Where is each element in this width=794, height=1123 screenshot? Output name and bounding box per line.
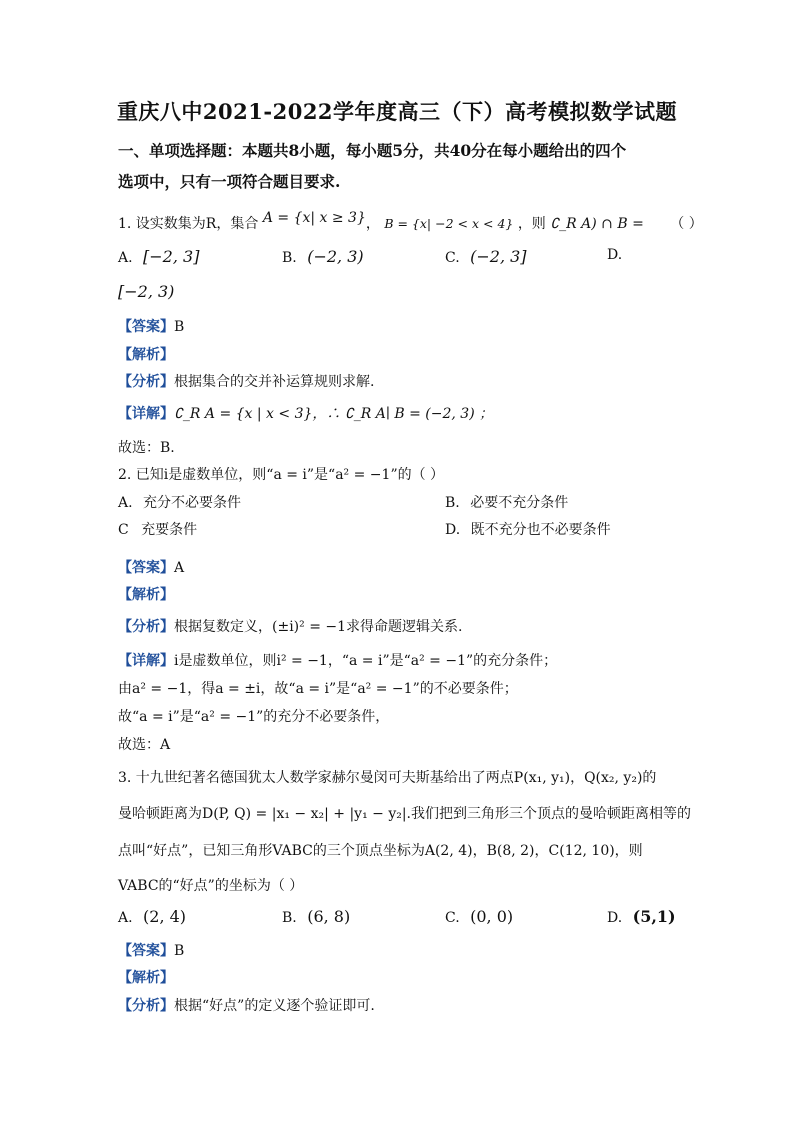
q3-answer: 【答案】B [118, 943, 185, 959]
q1-blank: （ ） [670, 216, 703, 232]
q2-option-a: A. 充分不必要条件 [118, 495, 242, 511]
q3-option-a: A. (2, 4) [118, 907, 187, 926]
q1-option-d-value: [−2, 3) [118, 282, 175, 301]
section-heading-line2: 选项中，只有一项符合题目要求. [118, 172, 341, 191]
q2-detail-2: 由a² = −1，得a = ±i，故“a = i”是“a² = −1”的不必要条件； [118, 681, 518, 697]
q1-answer: 【答案】B [118, 319, 185, 335]
q3-option-b: B. (6, 8) [282, 907, 351, 926]
q3-line-3: 点叫“好点”，已知三角形VABC的三个顶点坐标为A(2, 4)，B(8, 2)，C(12, 10)，则 [118, 843, 643, 859]
q3-line-2: 曼哈顿距离为D(P, Q) = |x₁ − x₂| + |y₁ − y₂|.我们把到三角形三个顶点的曼哈顿距离相等的 [118, 806, 692, 822]
q2-option-c: C 充要条件 [118, 522, 198, 538]
q3-line-1: 3. 十九世纪著名德国犹太人数学家赫尔曼闵可夫斯基给出了两点P(x₁, y₁)，Q(x₂, y₂)的 [118, 770, 657, 786]
q2-fenxi: 【分析】根据复数定义，(±i)² = −1求得命题逻辑关系. [118, 619, 463, 635]
q2-analysis: 【解析】 [118, 587, 174, 603]
section-heading-line1: 一、单项选择题：本题共8小题，每小题5分，共40分在每小题给出的四个 [118, 141, 627, 160]
q1-stem [118, 210, 703, 233]
q1-detail: 【详解】∁_R A = {x | x < 3}，∴ ∁_R A∣ B = (−2, 3) ； [118, 406, 494, 422]
q2-detail-1: 【详解】i是虚数单位，则i² = −1，“a = i”是“a² = −1”的充分条件； [118, 653, 558, 669]
q1-stem-then: ，则 [517, 216, 546, 232]
q1-option-c: C. (−2, 3] [445, 247, 527, 266]
q2-option-b: B. 必要不充分条件 [445, 495, 569, 511]
q1-analysis: 【解析】 [118, 347, 174, 363]
q1-expression: ∁_R A) ∩ B = [550, 216, 644, 232]
q3-option-d: D. (5,1) [607, 907, 676, 926]
q1-sep: ， [365, 216, 380, 232]
q2-detail-3: 故“a = i”是“a² = −1”的充分不必要条件， [118, 709, 390, 725]
q3-analysis: 【解析】 [118, 970, 174, 986]
q1-option-a: A. [−2, 3] [118, 247, 200, 266]
q3-option-c: C. (0, 0) [445, 907, 514, 926]
page-title: 重庆八中2021-2022学年度高三（下）高考模拟数学试题 [116, 99, 678, 124]
q1-set-b: B = {x| −2 < x < 4} [384, 216, 514, 231]
q1-stem-start: 1. 设实数集为R，集合 [118, 216, 259, 232]
q2-stem: 2. 已知i是虚数单位，则“a = i”是“a² = −1”的（ ） [118, 467, 445, 483]
q1-option-b: B. (−2, 3) [282, 247, 364, 266]
q3-line-4: VABC的“好点”的坐标为（ ） [118, 878, 304, 894]
q2-option-d: D. 既不充分也不必要条件 [445, 522, 611, 538]
q1-set-a: A = {x| x ≥ 3} [262, 210, 366, 226]
q1-choose: 故选：B. [118, 440, 175, 456]
q2-choose: 故选：A [118, 737, 171, 753]
q3-fenxi: 【分析】根据“好点”的定义逐个验证即可. [118, 998, 375, 1014]
q1-fenxi: 【分析】根据集合的交并补运算规则求解. [118, 374, 375, 390]
q1-option-d: D. [607, 247, 623, 263]
q2-answer: 【答案】A [118, 560, 185, 576]
